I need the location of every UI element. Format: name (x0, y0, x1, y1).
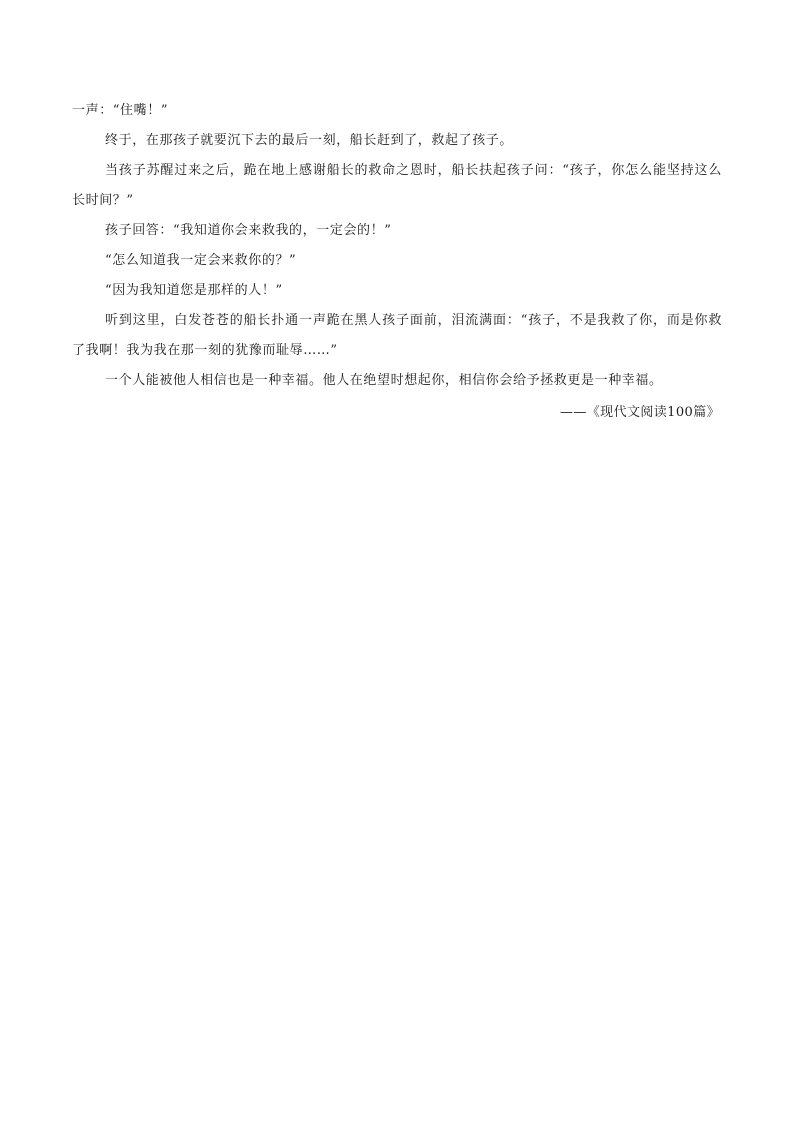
paragraph-3: 当孩子苏醒过来之后，跪在地上感谢船长的救命之恩时，船长扶起孩子问：“孩子，你怎么能坚持这么长时间？” (72, 163, 722, 208)
document-page (72, 96, 722, 428)
paragraph-1: 一声：“住嘴！” (72, 103, 169, 118)
paragraph-7: 听到这里，白发苍苍的船长扑通一声跪在黑人孩子面前，泪流满面：“孩子，不是我救了你，而是你救了我啊！我为我在那一刻的犹豫而耻辱……” (72, 313, 722, 358)
paragraph-5: “怎么知道我一定会来救你的？” (105, 253, 297, 268)
paragraph-8: 一个人能被他人相信也是一种幸福。他人在绝望时想起你，相信你会给予拯救更是一种幸福。 (105, 373, 663, 388)
source-citation: ——《现代文阅读100篇》 (559, 405, 720, 420)
paragraph-6: “因为我知道您是那样的人！” (105, 283, 283, 298)
paragraph-2: 终于，在那孩子就要沉下去的最后一刻，船长赶到了，救起了孩子。 (105, 133, 514, 148)
paragraph-4: 孩子回答：“我知道你会来救我的，一定会的！” (105, 223, 392, 238)
